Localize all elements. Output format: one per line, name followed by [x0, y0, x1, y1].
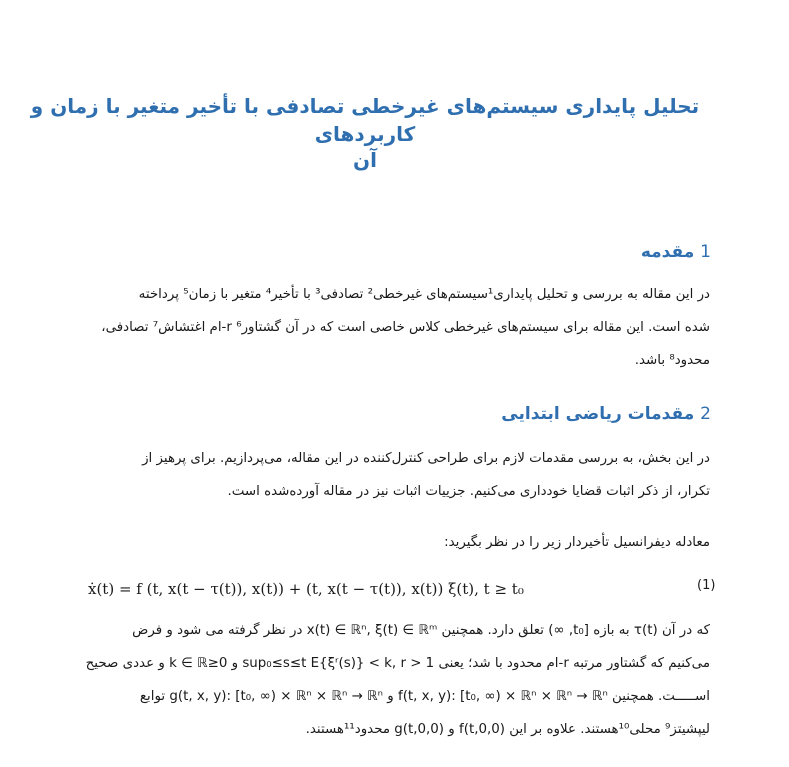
- equation-1-formula: ẋ(t) = f (t, x(t − τ(t)), x(t)) + (t, x(t − τ(t)), x(t)) ξ(t), t ≥ t₀: [88, 580, 524, 598]
- paper-title-line1: تحلیل پایداری سیستم‌های غیرخطی تصادفی با تأخیر متغیر با زمان و کاربردهای: [30, 94, 700, 146]
- section-1-line-2: شده است. این مقاله برای سیستم‌های غیرخطی کلاس خاصی است که در آن گشتاور⁶ r-ام اغتشاش⁷ تصادفی،: [101, 320, 710, 335]
- equation-1: [0, 574, 789, 608]
- section-2-paragraph-3: [20, 614, 710, 746]
- section-1-heading: [641, 240, 711, 264]
- section-2-paragraph-2: [20, 526, 710, 559]
- section-1-number: 1: [700, 242, 711, 262]
- section-1-line-3: محدود⁸ باشد.: [634, 353, 710, 368]
- section-1-line-1: در این مقاله به بررسی و تحلیل پایداری¹سیستم‌های غیرخطی² تصادفی³ با تأخیر⁴ متغیر با زمان⁵ پرداخته: [138, 287, 710, 302]
- section-2-p1-line-1: در این بخش، به بررسی مقدمات لازم برای طراحی کنترل‌کننده در این مقاله، می‌پردازیم. برای پرهیز از: [142, 451, 710, 466]
- section-2-p3-line-2: می‌کنیم که گشتاور مرتبه r-ام محدود با شد؛ یعنی sup₀≤s≤t E{ξʳ(s)} < k, r > 1 و k ∈ ℝ≥0 و عددی صحیح: [85, 656, 710, 671]
- section-2-number: 2: [700, 404, 711, 424]
- section-2-paragraph-1: [20, 442, 710, 508]
- section-2-p3-line-4: لیپشیتز⁹ محلی¹⁰هستند. علاوه بر این f(t,0,0) و g(t,0,0) محدود¹¹هستند.: [305, 722, 710, 737]
- section-2-p3-line-3: اســـــت. همچنین f(t, x, y): [t₀, ∞) × ℝⁿ × ℝⁿ → ℝⁿ و g(t, x, y): [t₀, ∞) × ℝⁿ × ℝⁿ → ℝⁿ توابع: [139, 689, 710, 704]
- section-2-p2-line: معادله دیفرانسیل تأخیردار زیر را در نظر بگیرید:: [444, 535, 710, 550]
- paper-title-line2: آن: [353, 148, 377, 172]
- section-2-p1-line-2: تکرار، از ذکر اثبات قضایا خودداری می‌کنیم. جزییات اثبات نیز در مقاله آورده‌شده است.: [227, 484, 710, 499]
- section-2-heading: [501, 402, 711, 426]
- section-2-p3-line-1: که در آن τ(t) به بازه [t₀, ∞) تعلق دارد. همچنین x(t) ∈ ℝⁿ, ξ(t) ∈ ℝᵐ در نظر گرفته می شود و فرض: [132, 623, 710, 638]
- section-1-title: مقدمه: [640, 242, 695, 262]
- section-1-paragraph: [20, 278, 710, 377]
- section-2-title: مقدمات ریاضی ابتدایی: [501, 404, 695, 424]
- equation-1-number: (1): [697, 578, 716, 593]
